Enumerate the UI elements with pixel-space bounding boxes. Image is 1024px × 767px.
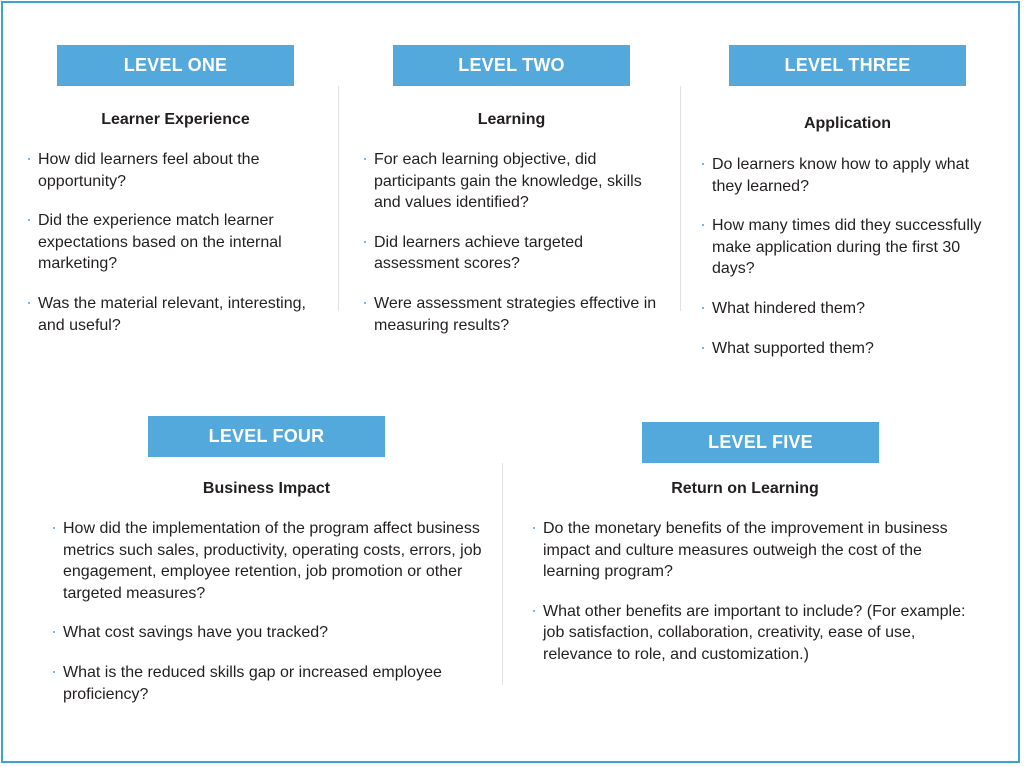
question-item: What hindered them?: [702, 298, 992, 320]
level-one-header: [57, 45, 294, 86]
bullet-dot-icon: [702, 224, 704, 226]
bullet-dot-icon: [53, 527, 55, 529]
level-three-header: [729, 45, 966, 86]
question-item: Do the monetary benefits of the improvement in business impact and culture measures outweigh the cost of the learning program?: [533, 518, 973, 583]
question-item: How did learners feel about the opportunity?: [28, 149, 328, 192]
level-two-label: LEVEL TWO: [458, 55, 565, 75]
level-four-label: LEVEL FOUR: [208, 426, 325, 446]
bullet-dot-icon: [533, 527, 535, 529]
column-divider-1: [338, 86, 339, 311]
question-item: Did learners achieve targeted assessment scores?: [364, 232, 664, 275]
level-four-header: [148, 416, 385, 457]
column-divider-2: [680, 86, 681, 311]
bullet-dot-icon: [53, 631, 55, 633]
bullet-dot-icon: [702, 307, 704, 309]
bullet-dot-icon: [364, 302, 366, 304]
level-five-title: Return on Learning: [671, 480, 819, 497]
level-three-questions: [702, 154, 992, 377]
question-item: Was the material relevant, interesting, and useful?: [28, 293, 328, 336]
bullet-dot-icon: [533, 610, 535, 612]
level-five-header: [642, 422, 879, 463]
question-item: How did the implementation of the program affect business metrics such sales, productivity, operating costs, errors, job engagement, employee retention, job promotion or other targeted measures?: [53, 518, 483, 604]
level-two-title: Learning: [477, 111, 546, 128]
level-five-questions: [533, 518, 973, 684]
bullet-dot-icon: [28, 302, 30, 304]
question-item: What is the reduced skills gap or increased employee proficiency?: [53, 662, 483, 705]
question-item: Do learners know how to apply what they learned?: [702, 154, 992, 197]
level-two-questions: [364, 149, 664, 354]
level-one-questions: [28, 149, 328, 354]
bullet-dot-icon: [28, 219, 30, 221]
question-item: Did the experience match learner expectations based on the internal marketing?: [28, 210, 328, 275]
level-one-label: LEVEL ONE: [123, 55, 228, 75]
bullet-dot-icon: [364, 241, 366, 243]
question-item: What supported them?: [702, 338, 992, 360]
level-three-label: LEVEL THREE: [784, 55, 911, 75]
question-item: How many times did they successfully make application during the first 30 days?: [702, 215, 992, 280]
level-three-title: Application: [803, 115, 892, 132]
question-item: Were assessment strategies effective in measuring results?: [364, 293, 664, 336]
bullet-dot-icon: [364, 158, 366, 160]
question-item: For each learning objective, did participants gain the knowledge, skills and values identified?: [364, 149, 664, 214]
level-four-title: Business Impact: [202, 480, 331, 497]
bullet-dot-icon: [702, 347, 704, 349]
question-item: What cost savings have you tracked?: [53, 622, 483, 644]
bullet-dot-icon: [53, 671, 55, 673]
level-two-header: [393, 45, 630, 86]
bullet-dot-icon: [28, 158, 30, 160]
level-five-label: LEVEL FIVE: [708, 432, 813, 452]
level-one-title: Learner Experience: [101, 111, 250, 128]
bullet-dot-icon: [702, 163, 704, 165]
column-divider-bottom: [502, 463, 503, 685]
question-item: What other benefits are important to include? (For example: job satisfaction, collaboration, creativity, ease of use, relevance to role, and customization.): [533, 601, 973, 666]
level-four-questions: [53, 518, 483, 723]
